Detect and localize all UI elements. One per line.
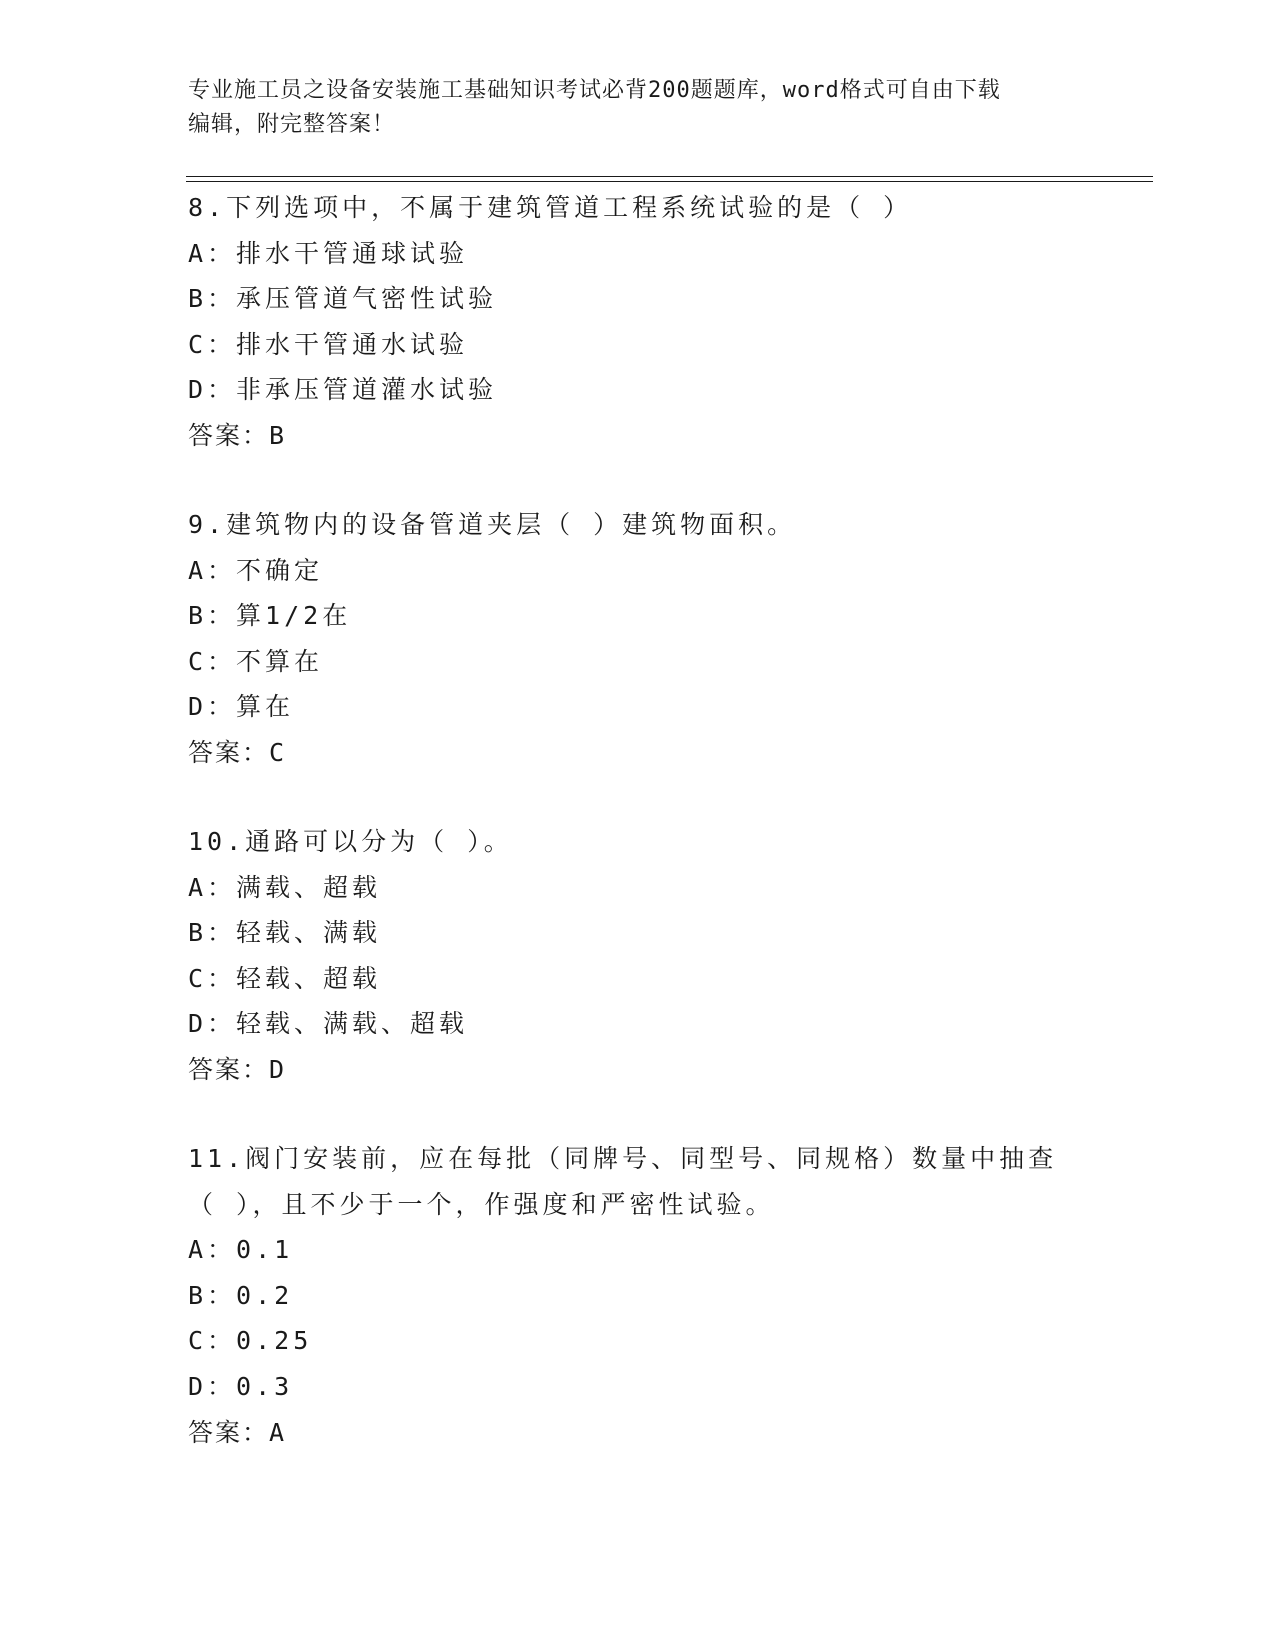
- answer-label: 答案：: [188, 1417, 270, 1447]
- answer-line: [188, 413, 1088, 459]
- question-10: [188, 819, 1088, 1093]
- answer-line: [188, 1047, 1088, 1093]
- option-d: D：非承压管道灌水试验: [188, 375, 498, 405]
- option-c: C：0.25: [188, 1326, 313, 1356]
- answer-label: 答案：: [188, 1054, 270, 1084]
- question-9: [188, 502, 1088, 776]
- answer-line: [188, 1410, 1088, 1456]
- option-a: A：0.1: [188, 1235, 294, 1265]
- option-a: A：排水干管通球试验: [188, 238, 469, 268]
- answer-label: 答案：: [188, 420, 270, 450]
- question-stem: 10.通路可以分为（ ）。: [188, 827, 513, 856]
- option-c: C：不算在: [188, 646, 324, 676]
- question-11: [188, 1136, 1088, 1455]
- header-line-1: 专业施工员之设备安装施工基础知识考试必背200题题库，word格式可自由下载: [188, 78, 1001, 103]
- document-header: [188, 74, 1088, 142]
- answer-value: A: [269, 1417, 287, 1447]
- header-divider-top: [186, 176, 1153, 177]
- option-d: D：算在: [188, 692, 295, 722]
- answer-value: D: [269, 1054, 287, 1084]
- option-a: A：满载、超载: [188, 872, 382, 902]
- option-d: D：0.3: [188, 1371, 294, 1401]
- answer-label: 答案：: [188, 737, 270, 767]
- answer-value: C: [269, 737, 287, 767]
- option-b: B：算1/2在: [188, 601, 352, 631]
- answer-value: B: [269, 420, 287, 450]
- question-stem: 9.建筑物内的设备管道夹层（ ）建筑物面积。: [188, 510, 797, 539]
- option-c: C：排水干管通水试验: [188, 329, 469, 359]
- option-b: B：轻载、满载: [188, 918, 382, 948]
- answer-line: [188, 730, 1088, 776]
- option-c: C：轻载、超载: [188, 963, 382, 993]
- option-b: B：0.2: [188, 1280, 294, 1310]
- option-d: D：轻载、满载、超载: [188, 1009, 469, 1039]
- header-divider-bottom: [186, 181, 1153, 182]
- option-b: B：承压管道气密性试验: [188, 284, 498, 314]
- question-8: [188, 185, 1088, 459]
- option-a: A：不确定: [188, 555, 324, 585]
- header-line-2: 编辑，附完整答案！: [188, 112, 396, 137]
- question-stem: 11.阀门安装前，应在每批（同牌号、同型号、同规格）数量中抽查（ ），且不少于一个，作强度和严密性试验。: [188, 1144, 1058, 1219]
- question-stem: 8.下列选项中，不属于建筑管道工程系统试验的是（ ）: [188, 193, 913, 222]
